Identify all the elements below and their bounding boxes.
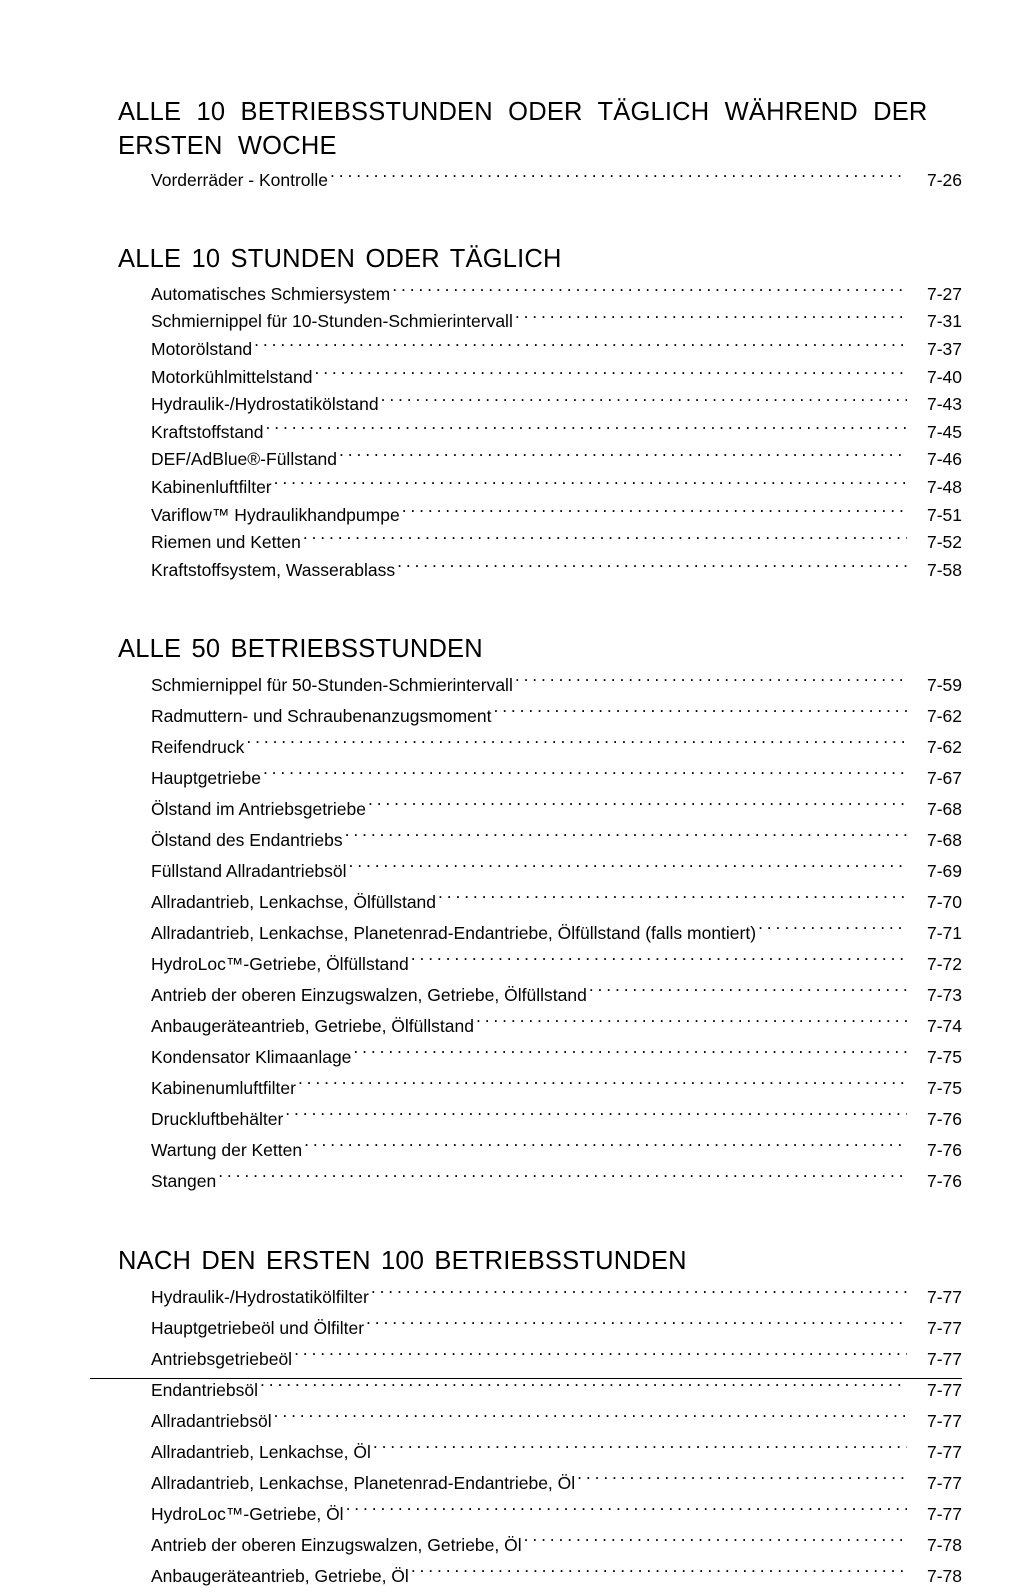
toc-entry-leader bbox=[314, 365, 907, 383]
toc-entry-page-number: 7-77 bbox=[926, 1380, 962, 1401]
toc-entry-leader bbox=[411, 953, 907, 971]
toc-entry-title: Wartung der Ketten bbox=[151, 1139, 303, 1160]
toc-entry-leader bbox=[381, 393, 907, 411]
toc-entry-page-number: 7-73 bbox=[926, 985, 962, 1005]
toc-entry[interactable] bbox=[118, 167, 962, 195]
toc-entry-page-number: 7-59 bbox=[926, 675, 962, 696]
toc-entry-title: Kraftstoffsystem, Wasserablass bbox=[151, 560, 396, 581]
toc-entry-leader bbox=[330, 169, 907, 187]
toc-entry-title: HydroLoc™-Getriebe, Ölfüllstand bbox=[151, 954, 409, 975]
toc-entry-leader bbox=[349, 860, 907, 878]
toc-entry-leader bbox=[397, 559, 907, 577]
table-of-contents bbox=[118, 96, 962, 1592]
toc-entry[interactable] bbox=[118, 794, 962, 825]
toc-entry-page-number: 7-69 bbox=[926, 861, 962, 882]
toc-entry-leader bbox=[263, 767, 907, 785]
toc-entry-title: Druckluftbehälter bbox=[151, 1108, 284, 1129]
toc-entry-list bbox=[118, 167, 962, 195]
toc-entry-title: Stangen bbox=[151, 1170, 217, 1191]
toc-entry[interactable] bbox=[118, 1437, 962, 1468]
toc-entry-title: Ölstand im Antriebsgetriebe bbox=[151, 799, 366, 820]
toc-entry-leader bbox=[758, 922, 907, 940]
toc-entry-page-number: 7-68 bbox=[926, 830, 962, 851]
toc-entry-title: Kabinenumluftfilter bbox=[151, 1077, 296, 1098]
toc-entry-title: Antrieb der oberen Einzugswalzen, Getriebe, Ölfüllstand bbox=[151, 985, 587, 1005]
toc-entry-title: Allradantrieb, Lenkachse, Öl bbox=[151, 1442, 371, 1463]
toc-entry[interactable] bbox=[118, 1561, 962, 1592]
toc-entry-page-number: 7-76 bbox=[926, 1170, 962, 1191]
toc-entry-page-number: 7-67 bbox=[926, 768, 962, 789]
toc-entry[interactable] bbox=[118, 1135, 962, 1166]
toc-entry[interactable] bbox=[118, 336, 962, 364]
toc-entry-page-number: 7-78 bbox=[926, 1535, 962, 1556]
toc-entry-title: Hydraulik-/Hydrostatikölstand bbox=[151, 394, 379, 415]
toc-entry-title: Kondensator Klimaanlage bbox=[151, 1046, 352, 1067]
toc-entry-leader bbox=[402, 503, 907, 521]
toc-entry-page-number: 7-51 bbox=[926, 504, 962, 525]
toc-entry-page-number: 7-68 bbox=[926, 799, 962, 820]
toc-entry-list bbox=[118, 670, 962, 1196]
toc-entry-page-number: 7-62 bbox=[926, 706, 962, 727]
toc-entry[interactable] bbox=[118, 1011, 962, 1042]
toc-entry-title: Allradantriebsöl bbox=[151, 1411, 272, 1432]
toc-entry-title: DEF/AdBlue®-Füllstand bbox=[151, 449, 338, 470]
toc-entry-leader bbox=[218, 1169, 907, 1187]
toc-entry-page-number: 7-62 bbox=[926, 737, 962, 758]
toc-entry[interactable] bbox=[118, 419, 962, 447]
toc-entry-title: Füllstand Allradantriebsöl bbox=[151, 861, 347, 882]
toc-entry-leader bbox=[411, 1565, 907, 1583]
toc-entry[interactable] bbox=[118, 391, 962, 419]
toc-entry-page-number: 7-40 bbox=[926, 366, 962, 387]
toc-entry[interactable] bbox=[118, 529, 962, 557]
toc-section bbox=[118, 243, 962, 585]
toc-entry-title: Kraftstoffstand bbox=[151, 421, 264, 442]
toc-entry[interactable] bbox=[118, 1282, 962, 1313]
toc-entry-title: Antriebsgetriebeöl bbox=[151, 1349, 293, 1370]
toc-entry-leader bbox=[366, 1317, 907, 1335]
toc-entry[interactable] bbox=[118, 856, 962, 887]
toc-entry[interactable] bbox=[118, 1375, 962, 1406]
toc-entry-title: Reifendruck bbox=[151, 737, 245, 758]
toc-entry-page-number: 7-76 bbox=[926, 1139, 962, 1160]
toc-section bbox=[118, 96, 962, 195]
toc-entry-title: HydroLoc™-Getriebe, Öl bbox=[151, 1504, 344, 1525]
toc-entry-page-number: 7-77 bbox=[926, 1287, 962, 1308]
toc-entry[interactable] bbox=[118, 980, 962, 1011]
toc-entry[interactable] bbox=[118, 949, 962, 980]
toc-entry[interactable] bbox=[118, 1530, 962, 1561]
toc-entry-leader bbox=[345, 829, 907, 847]
section-spacer bbox=[118, 221, 962, 243]
toc-entry-title: Ölstand des Endantriebs bbox=[151, 830, 343, 851]
toc-entry-leader bbox=[392, 282, 907, 300]
toc-entry-title: Motorölstand bbox=[151, 338, 253, 359]
toc-entry-page-number: 7-48 bbox=[926, 477, 962, 498]
toc-entry-leader bbox=[368, 798, 907, 816]
toc-entry-leader bbox=[254, 337, 907, 355]
toc-entry-title: Automatisches Schmiersystem bbox=[151, 283, 391, 304]
section-heading: ALLE 10 STUNDEN ODER TÄGLICH bbox=[118, 244, 562, 273]
toc-entry-title: Allradantrieb, Lenkachse, Planetenrad-Endantriebe, Öl bbox=[151, 1473, 576, 1494]
toc-entry-page-number: 7-75 bbox=[926, 1046, 962, 1067]
footer-divider bbox=[90, 1378, 962, 1379]
toc-entry[interactable] bbox=[118, 446, 962, 474]
toc-entry-title: Hauptgetriebeöl und Ölfilter bbox=[151, 1318, 365, 1339]
toc-entry-page-number: 7-77 bbox=[926, 1442, 962, 1463]
toc-entry[interactable] bbox=[118, 918, 962, 949]
toc-entry[interactable] bbox=[118, 1042, 962, 1073]
toc-entry[interactable] bbox=[118, 557, 962, 585]
toc-entry-leader bbox=[515, 674, 907, 692]
toc-entry[interactable] bbox=[118, 281, 962, 309]
toc-entry[interactable] bbox=[118, 825, 962, 856]
toc-entry-leader bbox=[303, 531, 907, 549]
toc-entry-page-number: 7-27 bbox=[926, 283, 962, 304]
toc-entry[interactable] bbox=[118, 474, 962, 502]
toc-entry-page-number: 7-71 bbox=[926, 923, 962, 944]
toc-entry-page-number: 7-70 bbox=[926, 892, 962, 913]
toc-entry[interactable] bbox=[118, 1073, 962, 1104]
toc-entry[interactable] bbox=[118, 1344, 962, 1375]
toc-entry-page-number: 7-46 bbox=[926, 449, 962, 470]
toc-entry-leader bbox=[476, 1014, 907, 1032]
toc-entry-page-number: 7-76 bbox=[926, 1108, 962, 1129]
toc-entry-leader bbox=[371, 1286, 907, 1304]
toc-entry-page-number: 7-77 bbox=[926, 1473, 962, 1494]
toc-entry[interactable] bbox=[118, 502, 962, 530]
toc-entry-title: Variflow™ Hydraulikhandpumpe bbox=[151, 504, 400, 525]
toc-section bbox=[118, 1245, 962, 1592]
toc-entry[interactable] bbox=[118, 308, 962, 336]
toc-entry-page-number: 7-74 bbox=[926, 1015, 962, 1036]
toc-entry-leader bbox=[373, 1441, 907, 1459]
toc-entry[interactable] bbox=[118, 763, 962, 794]
toc-section bbox=[118, 633, 962, 1197]
toc-entry-leader bbox=[274, 1410, 907, 1428]
section-spacer bbox=[118, 611, 962, 633]
toc-entry-page-number: 7-77 bbox=[926, 1318, 962, 1339]
toc-entry[interactable] bbox=[118, 670, 962, 701]
toc-entry-leader bbox=[266, 420, 907, 438]
toc-entry[interactable] bbox=[118, 1468, 962, 1499]
toc-entry-list bbox=[118, 1282, 962, 1592]
toc-entry-title: Kabinenluftfilter bbox=[151, 477, 272, 498]
toc-entry[interactable] bbox=[118, 732, 962, 763]
section-heading: NACH DEN ERSTEN 100 BETRIEBSSTUNDEN bbox=[118, 1246, 687, 1275]
toc-entry-leader bbox=[346, 1503, 907, 1521]
toc-entry-leader bbox=[438, 891, 907, 909]
toc-entry-page-number: 7-77 bbox=[926, 1504, 962, 1525]
section-spacer bbox=[118, 1223, 962, 1245]
toc-entry-page-number: 7-77 bbox=[926, 1349, 962, 1370]
toc-entry-page-number: 7-37 bbox=[926, 338, 962, 359]
toc-entry-list bbox=[118, 281, 962, 585]
toc-entry-title: Motorkühlmittelstand bbox=[151, 366, 313, 387]
toc-entry-title: Hauptgetriebe bbox=[151, 768, 261, 789]
toc-entry-page-number: 7-78 bbox=[926, 1566, 962, 1587]
toc-entry[interactable] bbox=[118, 1499, 962, 1530]
section-heading: ALLE 10 BETRIEBSSTUNDEN ODER TÄGLICH WÄHREND DER ERSTEN WOCHE bbox=[118, 98, 928, 160]
toc-entry-leader bbox=[515, 310, 907, 328]
toc-entry-page-number: 7-43 bbox=[926, 394, 962, 415]
toc-entry-leader bbox=[260, 1379, 907, 1397]
toc-entry-leader bbox=[524, 1534, 907, 1552]
toc-entry-title: Riemen und Ketten bbox=[151, 532, 301, 553]
toc-entry-title: Allradantrieb, Lenkachse, Planetenrad-Endantriebe, Ölfüllstand (falls montiert) bbox=[151, 923, 757, 944]
toc-entry-page-number: 7-77 bbox=[926, 1411, 962, 1432]
toc-entry-leader bbox=[294, 1348, 907, 1366]
toc-entry[interactable] bbox=[118, 1166, 962, 1197]
toc-entry-leader bbox=[304, 1138, 907, 1156]
toc-entry[interactable] bbox=[118, 364, 962, 392]
toc-entry[interactable] bbox=[118, 1104, 962, 1135]
toc-entry-leader bbox=[589, 984, 907, 1002]
toc-entry-title: Antrieb der oberen Einzugswalzen, Getriebe, Öl bbox=[151, 1535, 522, 1556]
toc-entry-leader bbox=[339, 448, 907, 466]
toc-entry-page-number: 7-72 bbox=[926, 954, 962, 975]
toc-entry-page-number: 7-75 bbox=[926, 1077, 962, 1098]
toc-entry-title: Allradantrieb, Lenkachse, Ölfüllstand bbox=[151, 892, 437, 913]
toc-entry[interactable] bbox=[118, 1313, 962, 1344]
toc-entry-leader bbox=[274, 476, 907, 494]
toc-entry-title: Radmuttern- und Schraubenanzugsmoment bbox=[151, 706, 492, 727]
toc-entry-title: Anbaugeräteantrieb, Getriebe, Öl bbox=[151, 1566, 409, 1587]
toc-entry-page-number: 7-58 bbox=[926, 560, 962, 581]
toc-entry[interactable] bbox=[118, 1406, 962, 1437]
toc-entry-title: Hydraulik-/Hydrostatikölfilter bbox=[151, 1287, 369, 1308]
toc-entry-leader bbox=[298, 1076, 907, 1094]
toc-entry-leader bbox=[493, 705, 907, 723]
toc-entry[interactable] bbox=[118, 701, 962, 732]
toc-entry-title: Vorderräder - Kontrolle bbox=[151, 170, 329, 191]
toc-entry-leader bbox=[577, 1472, 907, 1490]
toc-entry-leader bbox=[285, 1107, 907, 1125]
section-heading: ALLE 50 BETRIEBSSTUNDEN bbox=[118, 634, 483, 663]
toc-entry-leader bbox=[353, 1045, 907, 1063]
toc-entry-page-number: 7-26 bbox=[926, 170, 962, 191]
toc-entry-title: Anbaugeräteantrieb, Getriebe, Ölfüllstand bbox=[151, 1015, 474, 1036]
toc-entry-title: Endantriebsöl bbox=[151, 1380, 259, 1401]
toc-entry-title: Schmiernippel für 50-Stunden-Schmierintervall bbox=[151, 675, 513, 696]
toc-entry-page-number: 7-52 bbox=[926, 532, 962, 553]
toc-entry-page-number: 7-31 bbox=[926, 311, 962, 332]
toc-entry-title: Schmiernippel für 10-Stunden-Schmierintervall bbox=[151, 311, 513, 332]
toc-entry-page-number: 7-45 bbox=[926, 421, 962, 442]
toc-entry[interactable] bbox=[118, 887, 962, 918]
toc-entry-leader bbox=[246, 736, 907, 754]
